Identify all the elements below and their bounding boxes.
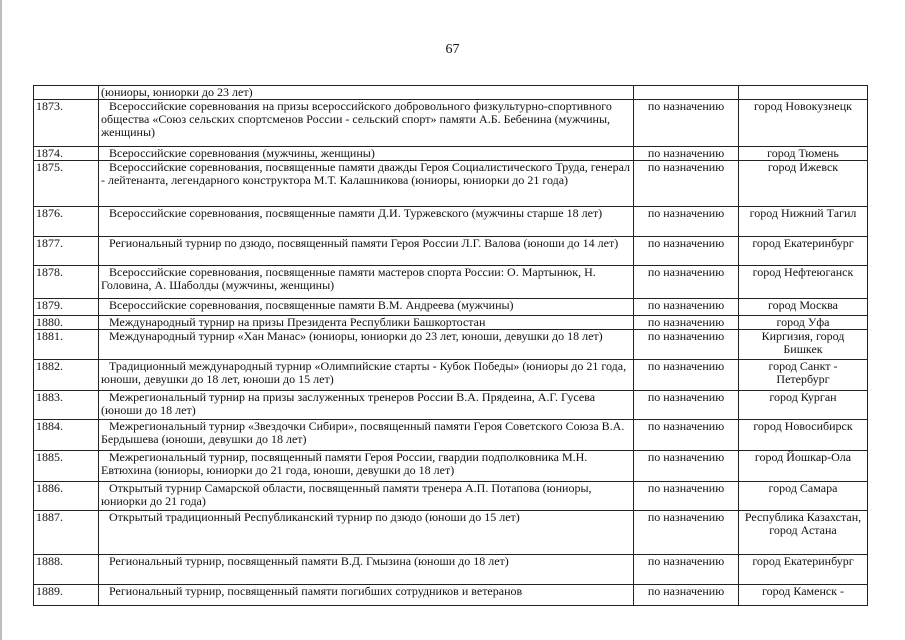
cell-number: 1885.	[34, 451, 99, 482]
cell-number	[34, 86, 99, 100]
cell-event-name: Региональный турнир по дзюдо, посвященный памяти Героя России Л.Г. Валова (юноши до 14 лет)	[99, 237, 634, 266]
cell-location	[739, 86, 868, 100]
table-row	[34, 511, 868, 555]
cell-number: 1883.	[34, 391, 99, 420]
table-row	[34, 266, 868, 299]
cell-schedule	[634, 86, 739, 100]
table-row	[34, 585, 868, 606]
table-row	[34, 360, 868, 391]
cell-event-name: Всероссийские соревнования, посвященные памяти дважды Героя Социалистического Труда, генерал - лейтенанта, легендарного конструктора М.Т. Калашникова (юниоры, юниорки до 21 года)	[99, 161, 634, 207]
cell-schedule: по назначению	[634, 161, 739, 207]
cell-number: 1881.	[34, 330, 99, 360]
cell-schedule: по назначению	[634, 316, 739, 330]
cell-number: 1874.	[34, 147, 99, 161]
cell-location: город Новокузнецк	[739, 100, 868, 147]
table-row	[34, 391, 868, 420]
cell-event-name: Всероссийские соревнования, посвященные памяти В.М. Андреева (мужчины)	[99, 299, 634, 316]
table-row	[34, 420, 868, 451]
cell-schedule: по назначению	[634, 237, 739, 266]
cell-schedule: по назначению	[634, 391, 739, 420]
cell-event-name: Межрегиональный турнир «Звездочки Сибири», посвященный памяти Героя Советского Союза В.А. Бердышева (юноши, девушки до 18 лет)	[99, 420, 634, 451]
cell-number: 1889.	[34, 585, 99, 606]
cell-location: город Екатеринбург	[739, 555, 868, 585]
table-row	[34, 161, 868, 207]
cell-schedule: по назначению	[634, 585, 739, 606]
table-row	[34, 316, 868, 330]
cell-event-name: Всероссийские соревнования, посвященные памяти мастеров спорта России: О. Мартынюк, Н. Головина, А. Шаболды (мужчины, женщины)	[99, 266, 634, 299]
cell-location: город Йошкар-Ола	[739, 451, 868, 482]
cell-schedule: по назначению	[634, 420, 739, 451]
page-edge-line	[0, 0, 2, 640]
table-row	[34, 207, 868, 237]
cell-event-name: Всероссийские соревнования на призы всероссийского добровольного физкультурно-спортивного общества «Союз сельских спортсменов России - сельский спорт» памяти А.Б. Бебенина (мужчины, женщины)	[99, 100, 634, 147]
cell-number: 1884.	[34, 420, 99, 451]
cell-schedule: по назначению	[634, 482, 739, 511]
cell-schedule: по назначению	[634, 330, 739, 360]
table-row	[34, 330, 868, 360]
cell-event-name: Международный турнир на призы Президента Республики Башкортостан	[99, 316, 634, 330]
cell-event-name: Межрегиональный турнир на призы заслуженных тренеров России В.А. Прядеина, А.Г. Гусева (юноши до 18 лет)	[99, 391, 634, 420]
cell-location: город Каменск -	[739, 585, 868, 606]
page-number: 67	[445, 42, 460, 57]
cell-event-name: Межрегиональный турнир, посвященный памяти Героя России, гвардии подполковника М.Н. Евтюхина (юниоры, юниорки до 21 года, юноши, девушки до 18 лет)	[99, 451, 634, 482]
cell-event-name: Международный турнир «Хан Манас» (юниоры, юниорки до 23 лет, юноши, девушки до 18 лет)	[99, 330, 634, 360]
table-row	[34, 299, 868, 316]
cell-event-name: Открытый турнир Самарской области, посвященный памяти тренера А.П. Потапова (юниоры, юниорки до 21 года)	[99, 482, 634, 511]
table-row	[34, 482, 868, 511]
cell-schedule: по назначению	[634, 266, 739, 299]
table-row	[34, 555, 868, 585]
cell-location: город Екатеринбург	[739, 237, 868, 266]
events-table-body	[34, 86, 868, 606]
cell-event-name: Открытый традиционный Республиканский турнир по дзюдо (юноши до 15 лет)	[99, 511, 634, 555]
cell-number: 1877.	[34, 237, 99, 266]
table-row	[34, 451, 868, 482]
cell-location: город Уфа	[739, 316, 868, 330]
cell-location: город Ижевск	[739, 161, 868, 207]
cell-number: 1873.	[34, 100, 99, 147]
table-row	[34, 86, 868, 100]
cell-location: город Нижний Тагил	[739, 207, 868, 237]
cell-event-name: Всероссийские соревнования, посвященные памяти Д.И. Туржевского (мужчины старше 18 лет)	[99, 207, 634, 237]
cell-schedule: по назначению	[634, 451, 739, 482]
cell-number: 1875.	[34, 161, 99, 207]
table-row	[34, 147, 868, 161]
cell-number: 1887.	[34, 511, 99, 555]
cell-schedule: по назначению	[634, 147, 739, 161]
cell-schedule: по назначению	[634, 555, 739, 585]
cell-number: 1882.	[34, 360, 99, 391]
cell-number: 1876.	[34, 207, 99, 237]
cell-location: город Тюмень	[739, 147, 868, 161]
cell-event-name: Региональный турнир, посвященный памяти погибших сотрудников и ветеранов	[99, 585, 634, 606]
cell-schedule: по назначению	[634, 360, 739, 391]
cell-number: 1888.	[34, 555, 99, 585]
cell-schedule: по назначению	[634, 299, 739, 316]
cell-location: Республика Казахстан, город Астана	[739, 511, 868, 555]
cell-event-name: Всероссийские соревнования (мужчины, женщины)	[99, 147, 634, 161]
cell-location: город Новосибирск	[739, 420, 868, 451]
cell-number: 1879.	[34, 299, 99, 316]
cell-location: Киргизия, город Бишкек	[739, 330, 868, 360]
cell-event-name: Традиционный международный турнир «Олимпийские старты - Кубок Победы» (юниоры до 21 года, юноши, девушки до 18 лет, юноши до 15 лет)	[99, 360, 634, 391]
cell-event-name: (юниоры, юниорки до 23 лет)	[99, 86, 634, 100]
cell-location: город Нефтеюганск	[739, 266, 868, 299]
cell-schedule: по назначению	[634, 207, 739, 237]
cell-schedule: по назначению	[634, 100, 739, 147]
cell-location: город Санкт - Петербург	[739, 360, 868, 391]
cell-event-name: Региональный турнир, посвященный памяти В.Д. Гмызина (юноши до 18 лет)	[99, 555, 634, 585]
cell-location: город Курган	[739, 391, 868, 420]
cell-location: город Москва	[739, 299, 868, 316]
cell-schedule: по назначению	[634, 511, 739, 555]
cell-number: 1878.	[34, 266, 99, 299]
cell-number: 1880.	[34, 316, 99, 330]
table-row	[34, 237, 868, 266]
cell-number: 1886.	[34, 482, 99, 511]
cell-location: город Самара	[739, 482, 868, 511]
table-row	[34, 100, 868, 147]
events-table	[33, 85, 868, 606]
